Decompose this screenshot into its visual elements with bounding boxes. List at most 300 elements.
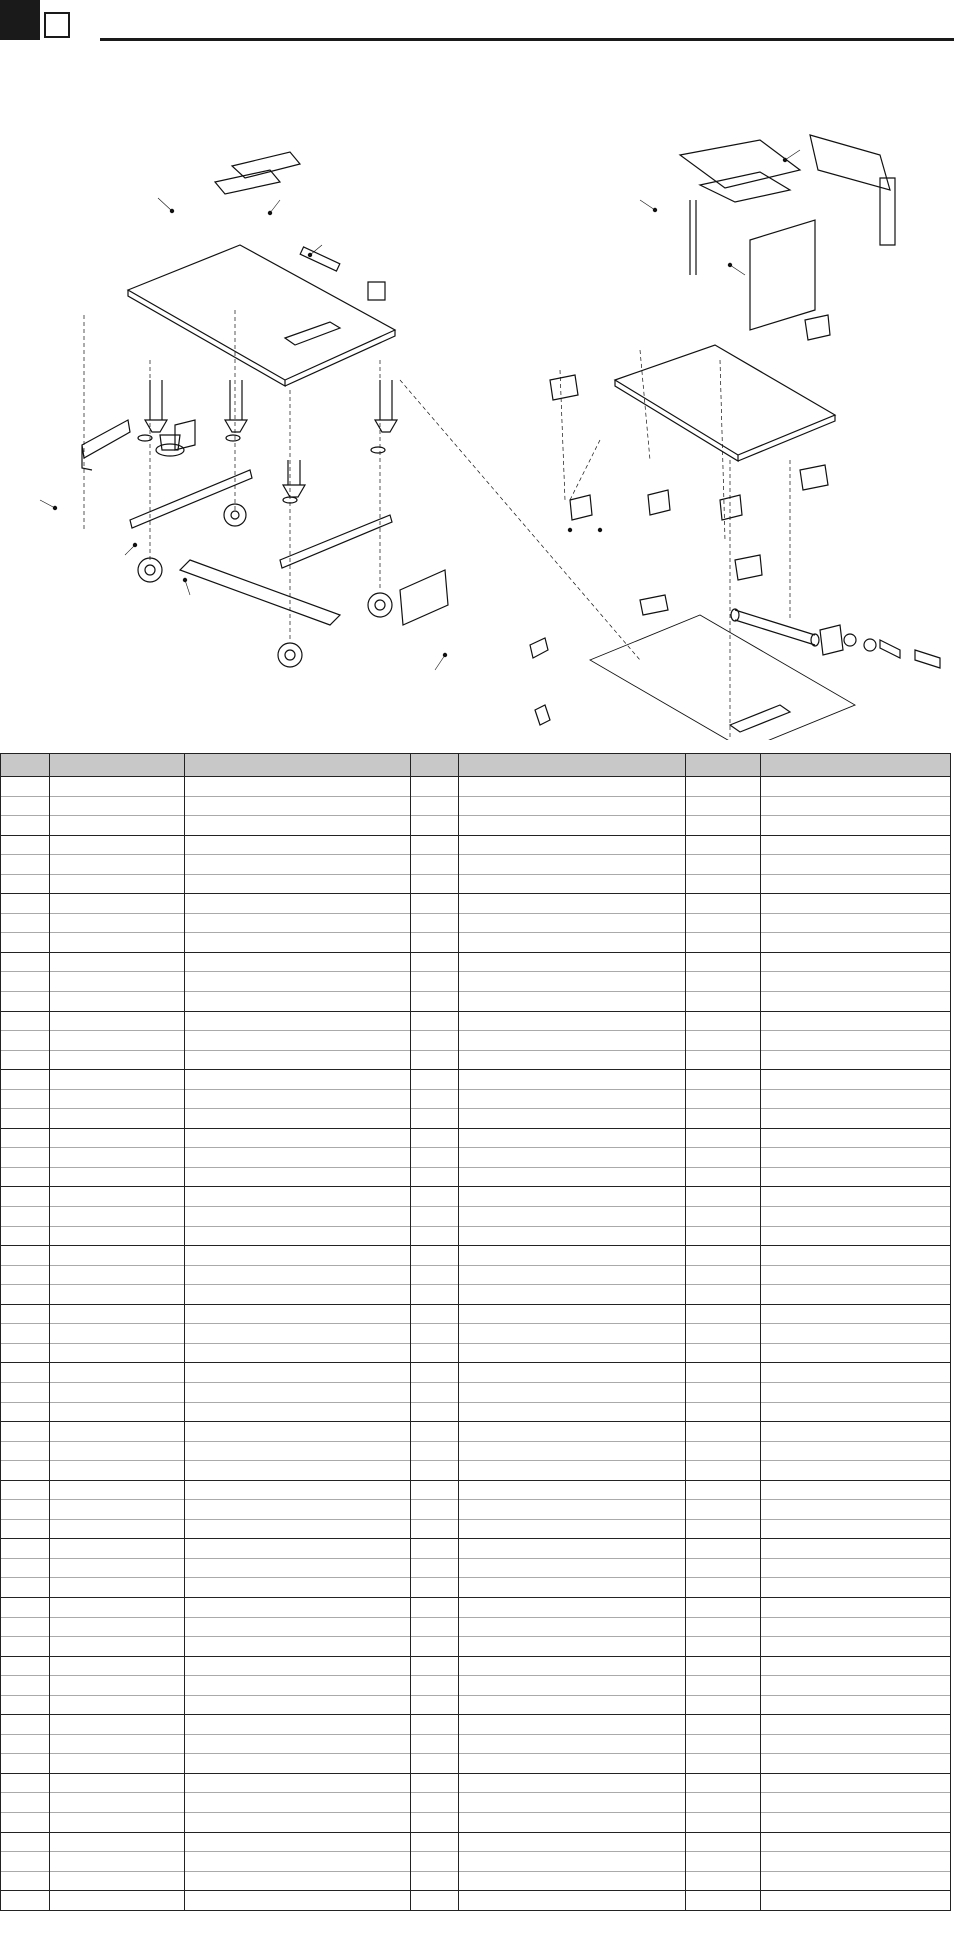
table-cell [760, 1109, 950, 1129]
table-row [1, 1500, 951, 1520]
table-cell [184, 1578, 410, 1598]
table-cell [685, 933, 760, 953]
table-cell [1, 1050, 50, 1070]
table-cell [410, 1715, 458, 1735]
table-row [1, 1128, 951, 1148]
table-cell [760, 1441, 950, 1461]
table-cell [184, 1676, 410, 1696]
table-cell [184, 1187, 410, 1207]
table-cell [760, 1871, 950, 1891]
table-cell [184, 1050, 410, 1070]
section-box [44, 12, 70, 38]
table-cell [760, 1695, 950, 1715]
table-cell [1, 1246, 50, 1266]
table-cell [760, 1050, 950, 1070]
table-cell [760, 1558, 950, 1578]
table-cell [1, 1148, 50, 1168]
table-cell [1, 855, 50, 875]
col-header [184, 754, 410, 777]
table-cell [685, 1363, 760, 1383]
table-cell [685, 1500, 760, 1520]
table-cell [410, 796, 458, 816]
table-cell [685, 1070, 760, 1090]
table-cell [685, 1207, 760, 1227]
col-header [50, 754, 184, 777]
exploded-parts-diagram [0, 60, 954, 740]
table-row [1, 1715, 951, 1735]
table-cell [1, 1304, 50, 1324]
table-row [1, 1089, 951, 1109]
table-row [1, 1852, 951, 1872]
table-cell [458, 1226, 685, 1246]
table-cell [458, 1402, 685, 1422]
table-cell [184, 1519, 410, 1539]
table-cell [685, 1519, 760, 1539]
table-cell [458, 894, 685, 914]
table-cell [50, 1695, 184, 1715]
table-cell [458, 992, 685, 1012]
table-row [1, 1363, 951, 1383]
table-cell [410, 1343, 458, 1363]
table-cell [1, 796, 50, 816]
parts-list-table [0, 753, 951, 1911]
table-cell [760, 1578, 950, 1598]
table-row [1, 1343, 951, 1363]
table-cell [1, 992, 50, 1012]
table-row [1, 1324, 951, 1344]
table-cell [184, 1402, 410, 1422]
table-cell [184, 1558, 410, 1578]
table-cell [50, 1617, 184, 1637]
table-cell [50, 1363, 184, 1383]
table-cell [1, 835, 50, 855]
table-cell [458, 1773, 685, 1793]
table-cell [184, 816, 410, 836]
table-cell [410, 1519, 458, 1539]
table-cell [50, 894, 184, 914]
table-cell [50, 1597, 184, 1617]
table-cell [458, 1519, 685, 1539]
table-cell [760, 1402, 950, 1422]
table-cell [184, 1754, 410, 1774]
table-cell [1, 972, 50, 992]
table-cell [1, 777, 50, 797]
table-cell [184, 1852, 410, 1872]
table-cell [760, 933, 950, 953]
table-cell [458, 1891, 685, 1911]
col-header [760, 754, 950, 777]
table-cell [410, 1402, 458, 1422]
table-cell [50, 1891, 184, 1911]
table-cell [685, 1246, 760, 1266]
table-cell [184, 1734, 410, 1754]
table-cell [410, 1558, 458, 1578]
table-cell [458, 972, 685, 992]
table-cell [458, 1812, 685, 1832]
table-cell [1, 1167, 50, 1187]
table-cell [458, 1715, 685, 1735]
table-cell [184, 933, 410, 953]
table-cell [50, 1441, 184, 1461]
table-cell [1, 1422, 50, 1442]
table-cell [410, 1207, 458, 1227]
table-cell [760, 1167, 950, 1187]
table-cell [410, 1597, 458, 1617]
table-cell [685, 1089, 760, 1109]
table-cell [685, 1031, 760, 1051]
table-cell [685, 1637, 760, 1657]
table-cell [184, 1793, 410, 1813]
table-cell [410, 952, 458, 972]
table-cell [50, 1461, 184, 1481]
table-cell [760, 1715, 950, 1735]
table-cell [760, 894, 950, 914]
table-cell [1, 1695, 50, 1715]
table-cell [50, 1285, 184, 1305]
table-cell [458, 1597, 685, 1617]
table-cell [410, 1265, 458, 1285]
table-cell [1, 894, 50, 914]
table-cell [50, 1343, 184, 1363]
table-cell [760, 1812, 950, 1832]
table-cell [760, 1793, 950, 1813]
table-cell [50, 1578, 184, 1598]
table-cell [458, 796, 685, 816]
table-cell [50, 1187, 184, 1207]
table-cell [458, 1656, 685, 1676]
table-cell [685, 1441, 760, 1461]
col-header [410, 754, 458, 777]
table-cell [1, 1402, 50, 1422]
table-cell [1, 1441, 50, 1461]
table-cell [410, 1304, 458, 1324]
table-cell [458, 1695, 685, 1715]
table-cell [685, 1597, 760, 1617]
table-cell [1, 1676, 50, 1696]
table-row [1, 1773, 951, 1793]
table-cell [760, 1031, 950, 1051]
table-cell [685, 1422, 760, 1442]
table-cell [50, 1734, 184, 1754]
table-row [1, 1167, 951, 1187]
table-cell [50, 1167, 184, 1187]
table-cell [760, 874, 950, 894]
table-cell [1, 1343, 50, 1363]
table-cell [410, 1617, 458, 1637]
table-cell [685, 1461, 760, 1481]
table-cell [410, 1656, 458, 1676]
vertical-plate [750, 220, 815, 330]
table-cell [1, 1617, 50, 1637]
table-cell [685, 1226, 760, 1246]
table-cell [685, 1304, 760, 1324]
table-row [1, 1793, 951, 1813]
table-cell [685, 1891, 760, 1911]
table-row [1, 1422, 951, 1442]
table-cell [760, 1089, 950, 1109]
table-cell [458, 1187, 685, 1207]
table-cell [1, 1891, 50, 1911]
table-cell [184, 1461, 410, 1481]
table-cell [760, 1187, 950, 1207]
table-row [1, 835, 951, 855]
table-cell [458, 1578, 685, 1598]
table-row [1, 1265, 951, 1285]
table-cell [760, 1343, 950, 1363]
table-cell [50, 1011, 184, 1031]
side-plate [810, 135, 890, 190]
table-cell [760, 1128, 950, 1148]
upper-bracket [680, 140, 800, 188]
table-cell [50, 1402, 184, 1422]
table-cell [410, 933, 458, 953]
table-row [1, 1558, 951, 1578]
table-cell [184, 992, 410, 1012]
table-row [1, 952, 951, 972]
table-cell [685, 1676, 760, 1696]
table-row [1, 1109, 951, 1129]
table-row [1, 855, 951, 875]
table-cell [458, 1441, 685, 1461]
table-cell [458, 1167, 685, 1187]
table-cell [1, 1011, 50, 1031]
table-cell [410, 1500, 458, 1520]
table-row [1, 1695, 951, 1715]
table-cell [410, 855, 458, 875]
table-cell [760, 1265, 950, 1285]
table-row [1, 1304, 951, 1324]
table-cell [760, 1891, 950, 1911]
table-cell [685, 992, 760, 1012]
table-cell [184, 1422, 410, 1442]
top-bracket [232, 152, 300, 178]
table-cell [685, 1812, 760, 1832]
table-cell [458, 1832, 685, 1852]
table-cell [760, 1637, 950, 1657]
table-row [1, 894, 951, 914]
table-cell [410, 1773, 458, 1793]
table-cell [184, 1891, 410, 1911]
table-cell [458, 913, 685, 933]
table-cell [50, 1558, 184, 1578]
table-cell [760, 1597, 950, 1617]
table-cell [685, 1265, 760, 1285]
table-cell [760, 1148, 950, 1168]
table-cell [1, 1031, 50, 1051]
table-cell [184, 1832, 410, 1852]
table-cell [410, 1539, 458, 1559]
table-cell [760, 1539, 950, 1559]
table-cell [184, 1089, 410, 1109]
table-cell [50, 1773, 184, 1793]
table-cell [184, 1773, 410, 1793]
table-cell [410, 1695, 458, 1715]
table-cell [685, 1382, 760, 1402]
table-cell [685, 1578, 760, 1598]
table-cell [410, 1891, 458, 1911]
table-cell [685, 1285, 760, 1305]
table-cell [184, 1695, 410, 1715]
table-cell [760, 1382, 950, 1402]
table-row [1, 1226, 951, 1246]
table-cell [1, 1754, 50, 1774]
table-cell [1, 1382, 50, 1402]
table-cell [410, 1441, 458, 1461]
table-cell [410, 972, 458, 992]
table-cell [410, 1637, 458, 1657]
table-cell [410, 1089, 458, 1109]
table-cell [410, 1871, 458, 1891]
table-row [1, 1441, 951, 1461]
table-cell [50, 1382, 184, 1402]
table-cell [184, 835, 410, 855]
table-cell [1, 952, 50, 972]
table-cell [50, 1656, 184, 1676]
table-cell [1, 1793, 50, 1813]
table-row [1, 1382, 951, 1402]
table-cell [184, 1656, 410, 1676]
table-cell [184, 1285, 410, 1305]
table-cell [50, 1500, 184, 1520]
table-cell [50, 835, 184, 855]
table-row [1, 1754, 951, 1774]
table-cell [760, 1363, 950, 1383]
table-cell [50, 1793, 184, 1813]
table-cell [458, 835, 685, 855]
table-cell [1, 816, 50, 836]
table-cell [410, 816, 458, 836]
table-cell [685, 1011, 760, 1031]
table-cell [685, 972, 760, 992]
table-row [1, 1031, 951, 1051]
table-cell [50, 874, 184, 894]
table-cell [410, 1070, 458, 1090]
table-cell [410, 1031, 458, 1051]
table-cell [184, 1871, 410, 1891]
table-cell [184, 777, 410, 797]
table-cell [760, 796, 950, 816]
table-cell [1, 1519, 50, 1539]
table-cell [50, 1304, 184, 1324]
table-cell [184, 796, 410, 816]
table-cell [760, 816, 950, 836]
table-cell [1, 933, 50, 953]
table-cell [410, 1285, 458, 1305]
table-cell [458, 1265, 685, 1285]
table-cell [410, 1812, 458, 1832]
table-cell [410, 1187, 458, 1207]
table-cell [685, 1871, 760, 1891]
table-cell [410, 1167, 458, 1187]
table-cell [184, 1070, 410, 1090]
table-row [1, 1832, 951, 1852]
table-cell [1, 1324, 50, 1344]
table-cell [50, 1324, 184, 1344]
table-cell [685, 1480, 760, 1500]
table-cell [1, 1461, 50, 1481]
table-cell [184, 894, 410, 914]
table-cell [760, 1773, 950, 1793]
table-cell [50, 1207, 184, 1227]
table-row [1, 777, 951, 797]
table-cell [760, 777, 950, 797]
table-cell [685, 894, 760, 914]
table-cell [184, 1480, 410, 1500]
table-cell [50, 1422, 184, 1442]
table-row [1, 972, 951, 992]
table-cell [458, 1871, 685, 1891]
table-cell [410, 1480, 458, 1500]
table-cell [685, 1617, 760, 1637]
table-cell [184, 1812, 410, 1832]
table-cell [50, 1519, 184, 1539]
table-cell [50, 1676, 184, 1696]
table-cell [760, 1754, 950, 1774]
table-cell [685, 1402, 760, 1422]
table-cell [184, 1148, 410, 1168]
table-cell [685, 1148, 760, 1168]
table-cell [50, 972, 184, 992]
col-header [458, 754, 685, 777]
table-cell [1, 1597, 50, 1617]
table-row [1, 1187, 951, 1207]
table-cell [760, 1324, 950, 1344]
table-cell [458, 1050, 685, 1070]
table-cell [410, 1128, 458, 1148]
table-cell [458, 1304, 685, 1324]
table-cell [458, 1011, 685, 1031]
table-cell [685, 1343, 760, 1363]
table-cell [760, 1500, 950, 1520]
table-cell [760, 972, 950, 992]
table-cell [410, 1011, 458, 1031]
table-cell [685, 1539, 760, 1559]
table-cell [184, 1382, 410, 1402]
table-row [1, 1871, 951, 1891]
table-cell [760, 992, 950, 1012]
table-cell [184, 1226, 410, 1246]
table-cell [760, 1656, 950, 1676]
table-cell [760, 1519, 950, 1539]
table-cell [685, 796, 760, 816]
table-cell [458, 1382, 685, 1402]
table-cell [184, 1363, 410, 1383]
table-cell [1, 1109, 50, 1129]
table-cell [760, 1734, 950, 1754]
table-cell [410, 1676, 458, 1696]
table-cell [760, 1070, 950, 1090]
table-cell [410, 777, 458, 797]
table-cell [685, 874, 760, 894]
table-cell [760, 1676, 950, 1696]
left-base-plate [128, 245, 395, 380]
table-cell [410, 1246, 458, 1266]
table-cell [184, 1500, 410, 1520]
table-cell [1, 874, 50, 894]
table-cell [184, 1031, 410, 1051]
table-cell [50, 1832, 184, 1852]
table-row [1, 1011, 951, 1031]
table-cell [685, 1715, 760, 1735]
table-cell [50, 1480, 184, 1500]
section-tab [0, 0, 40, 40]
table-cell [458, 1246, 685, 1266]
table-row [1, 1402, 951, 1422]
table-cell [760, 1011, 950, 1031]
table-cell [410, 1422, 458, 1442]
table-cell [458, 1148, 685, 1168]
table-cell [685, 1167, 760, 1187]
